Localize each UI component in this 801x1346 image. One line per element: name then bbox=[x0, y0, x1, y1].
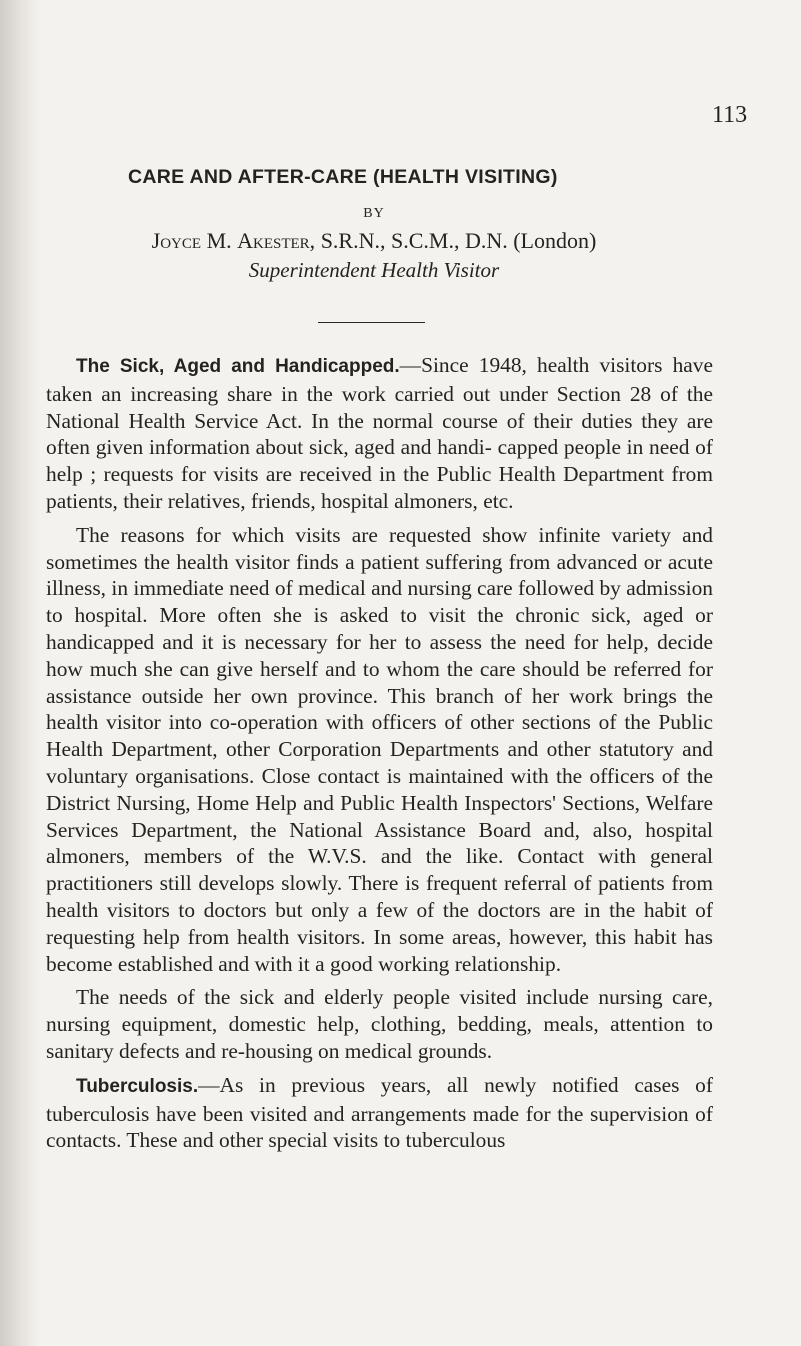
author-role: Superintendent Health Visitor bbox=[248, 258, 500, 282]
section-heading-sick-aged: The Sick, Aged and Handicapped. bbox=[76, 356, 400, 377]
byline-by: BY bbox=[363, 206, 385, 221]
article-title: CARE AND AFTER-CARE (HEALTH VISITING) bbox=[128, 166, 558, 188]
paragraph-text: —Since 1948, health visitors have taken an increasing share in the work carried out under Section 28 of the National Health Service Act. In the normal course of their duties they are often given information about sick, aged and handi- capped people in need of help ; requests for visits are received in the Public Health Department from patients, their relatives, friends, hospital almoners, etc. bbox=[46, 353, 713, 513]
paragraph-tuberculosis bbox=[46, 1072, 713, 1154]
paragraph-reasons-for-visits bbox=[46, 522, 713, 978]
title-divider bbox=[318, 322, 425, 323]
paragraph-sick-aged-handicapped bbox=[46, 352, 713, 515]
author-first-name: Joyce bbox=[151, 228, 202, 253]
page-number: 113 bbox=[712, 102, 748, 128]
article-body bbox=[46, 352, 713, 1161]
paragraph-needs bbox=[46, 984, 713, 1064]
paragraph-text: The needs of the sick and elderly people visited include nursing care, nursing equipment, domestic help, clothing, bedding, meals, attention to sanitary defects and re-housing on medical grounds. bbox=[46, 985, 713, 1063]
section-heading-tuberculosis: Tuberculosis. bbox=[76, 1075, 199, 1097]
author-initial: M. bbox=[201, 228, 238, 253]
author-surname: Akester, bbox=[237, 228, 316, 253]
author-credentials: S.R.N., S.C.M., D.N. (London) bbox=[315, 228, 597, 253]
author-line bbox=[0, 228, 748, 254]
paragraph-text: The reasons for which visits are requested show infinite variety and sometimes the health visitor finds a patient suffering from advanced or acute illness, in immediate need of medical and nursing care followed by admission to hospital. More often she is asked to visit the chronic sick, aged or handicapped and it is necessary for her to assess the need for help, decide how much she can give herself and to whom the care should be referred for assistance outside her own province. This branch of her work brings the health visitor into co-operation with officers of other sections of the Public Health Department, other Corporation Departments and other statutory and voluntary organisations. Close contact is maintained with the officers of the District Nursing, Home Help and Public Health Inspectors' Sections, Welfare Services Department, the National Assistance Board and, also, hospital almoners, members of the W.V.S. and the like. Contact with general practitioners still develops slowly. There is frequent referral of patients from health visitors to doctors but only a few of the doctors are in the habit of requesting help from health visitors. In some areas, however, this habit has become established and with it a good working relationship. bbox=[46, 522, 713, 976]
paragraph-text: —As in previous years, all newly notified cases of tuberculosis have been visited and arrangements made for the supervision of contacts. These and other special visits to tuberculous bbox=[46, 1072, 713, 1153]
